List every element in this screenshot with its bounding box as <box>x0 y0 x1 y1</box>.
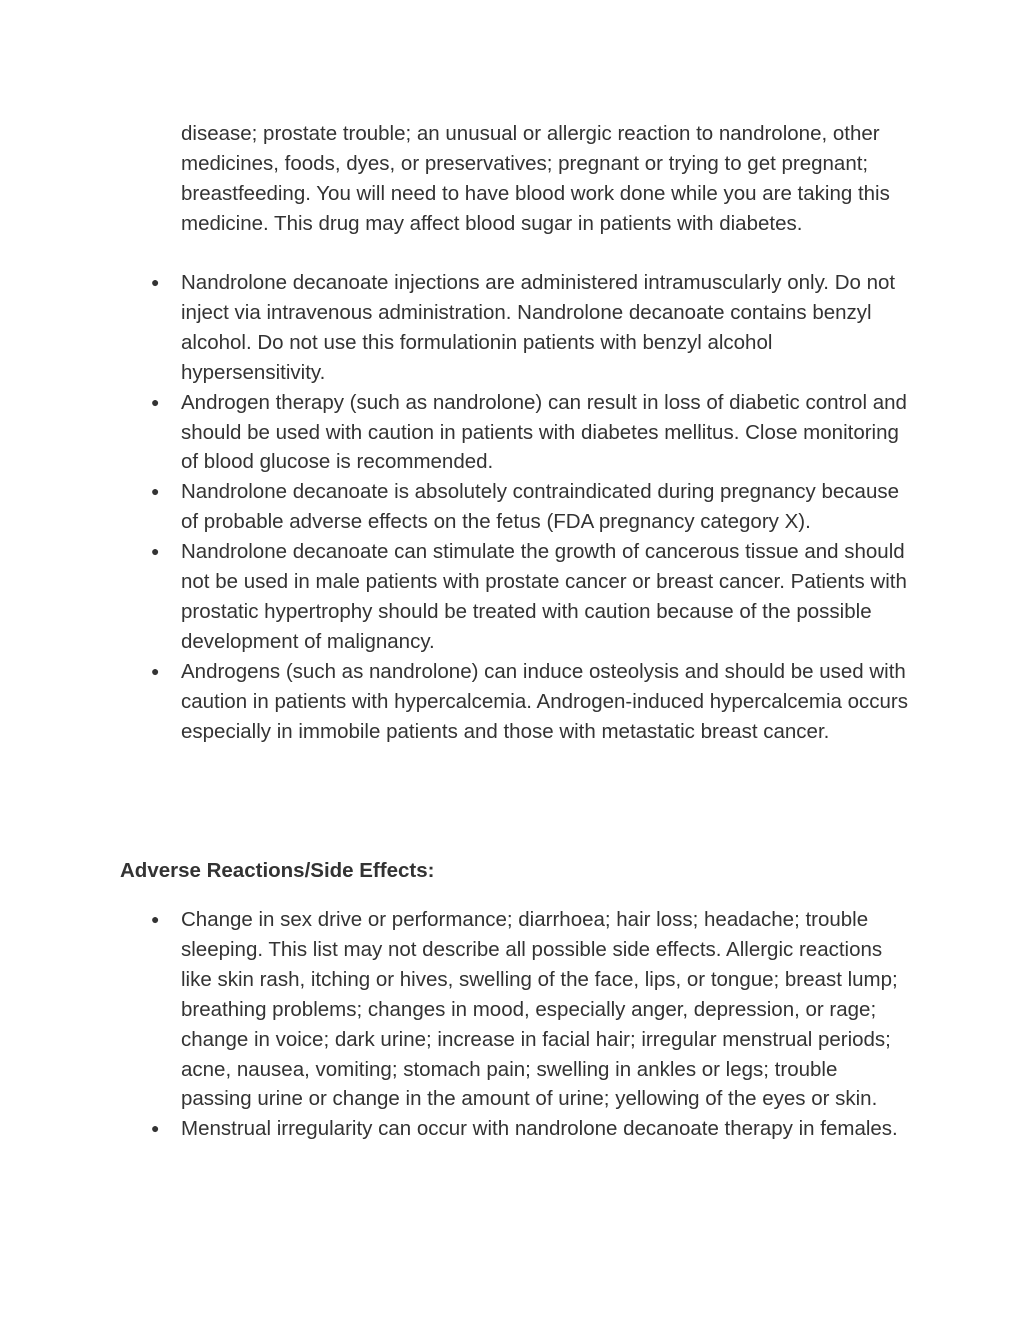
list-item-text: Menstrual irregularity can occur with nandrolone decanoate therapy in females. <box>181 1117 898 1141</box>
bullet-icon: ● <box>151 1120 160 1137</box>
list-item-text: Nandrolone decanoate is absolutely contraindicated during pregnancy because of probable adverse effects on the fetus (FDA pregnancy category X). <box>181 480 899 534</box>
list-item-text: Nandrolone decanoate can stimulate the growth of cancerous tissue and should not be used in male patients with prostate cancer or breast cancer. Patients with prostatic hypertrophy should be treated with caution because of the possible development of malignancy. <box>181 540 907 653</box>
list-item-text: Nandrolone decanoate injections are administered intramuscularly only. Do not inject via intravenous administration. Nandrolone decanoate contains benzyl alcohol. Do not use this formulationin patients with benzyl alcohol hypersensitivity. <box>181 271 896 384</box>
list-item-text: Androgens (such as nandrolone) can induce osteolysis and should be used with caution in patients with hypercalcemia. Androgen-induced hypercalcemia occurs especially in immobile patients and those with metastatic breast cancer. <box>181 659 909 743</box>
bullet-icon: ● <box>151 393 160 410</box>
precautions-list-container <box>120 268 910 747</box>
list-item-text: Change in sex drive or performance; diarrhoea; hair loss; headache; trouble sleeping. This list may not describe all possible side effects. Allergic reactions like skin rash, itching or hives, swelling of the face, lips, or tongue; breast lump; breathing problems; changes in mood, especially anger, depression, or rage; change in voice; dark urine; increase in facial hair; irregular menstrual periods; acne, nausea, vomiting; stomach pain; swelling in ankles or legs; trouble passing urine or change in the amount of urine; yellowing of the eyes or skin. <box>181 908 898 1111</box>
section-heading-adverse-reactions: Adverse Reactions/Side Effects: <box>120 859 435 882</box>
list-item <box>120 268 910 388</box>
adverse-reactions-list-container <box>120 905 910 1144</box>
bullet-icon: ● <box>151 662 160 679</box>
continuation-paragraph: disease; prostate trouble; an unusual or allergic reaction to nandrolone, other medicines, foods, dyes, or preservatives; pregnant or trying to get pregnant; breastfeeding. You will need to have blood work done while you are taking this medicine. This drug may affect blood sugar in patients with diabetes. <box>181 122 890 235</box>
list-item <box>120 477 910 537</box>
list-item <box>120 1114 910 1144</box>
bullet-icon: ● <box>151 911 160 927</box>
bullet-icon: ● <box>151 543 160 560</box>
list-item <box>120 905 910 1114</box>
adverse-reactions-list <box>120 905 910 1144</box>
precautions-list <box>120 268 910 747</box>
list-item <box>120 657 910 747</box>
list-item <box>120 537 910 657</box>
list-item <box>120 388 910 478</box>
list-item-text: Androgen therapy (such as nandrolone) can result in loss of diabetic control and should be used with caution in patients with diabetes mellitus. Close monitoring of blood glucose is recommended. <box>181 390 907 474</box>
bullet-icon: ● <box>151 483 160 500</box>
bullet-icon: ● <box>151 274 160 290</box>
